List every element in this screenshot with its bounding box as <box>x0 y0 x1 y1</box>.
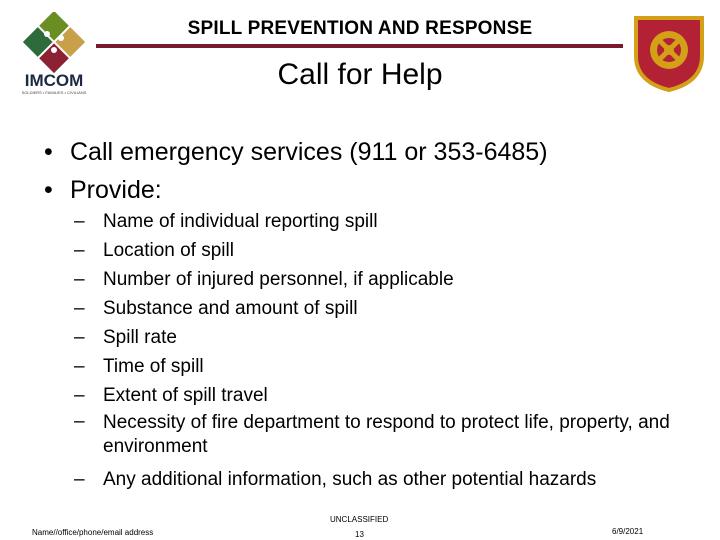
bullet-text: Call emergency services (911 or 353-6485) <box>70 138 548 166</box>
dash-icon: – <box>74 327 85 348</box>
bullet-item <box>44 171 704 209</box>
dash-icon: – <box>74 269 85 290</box>
bullet-list <box>44 133 704 209</box>
sub-bullet-text: Name of individual reporting spill <box>103 211 378 232</box>
dash-icon: – <box>74 211 85 232</box>
sub-bullet-item <box>45 465 694 494</box>
sub-bullet-item <box>74 294 694 323</box>
dash-icon: – <box>74 411 85 432</box>
footer-page-number: 13 <box>355 530 364 539</box>
bullet-dot-icon: • <box>44 138 53 166</box>
sub-bullet-item <box>74 381 694 410</box>
sub-bullet-text: Any additional information, such as other potential hazards <box>103 469 597 490</box>
bullet-item <box>44 133 704 171</box>
slide-title: Call for Help <box>277 58 443 91</box>
sub-bullet-list <box>74 207 694 494</box>
bullet-text: Provide: <box>70 176 162 204</box>
dash-icon: – <box>74 298 85 319</box>
footer-contact: Name//office/phone/email address <box>32 528 154 537</box>
sub-bullet-item <box>74 207 694 236</box>
bullet-dot-icon: • <box>44 176 53 204</box>
sub-bullet-text: Spill rate <box>103 327 177 348</box>
svg-text:IMCOM: IMCOM <box>24 71 84 90</box>
sub-bullet-item <box>74 410 694 463</box>
footer-date: 6/9/2021 <box>612 527 644 536</box>
footer-classification: UNCLASSIFIED <box>330 515 389 524</box>
sub-bullet-text: Necessity of fire department to respond to protect life, property, and environment <box>103 412 670 457</box>
sub-bullet-text: Location of spill <box>103 240 234 261</box>
dash-icon: – <box>74 385 85 406</box>
svg-text:SOLDIERS • FAMILIES • CIVILIAN: SOLDIERS • FAMILIES • CIVILIANS <box>21 90 87 95</box>
dash-icon: – <box>74 240 85 261</box>
sub-bullet-item <box>74 323 694 352</box>
sub-bullet-text: Substance and amount of spill <box>103 298 358 319</box>
sub-bullet-item <box>74 352 694 381</box>
dash-icon: – <box>74 356 85 377</box>
sub-bullet-text: Extent of spill travel <box>103 385 268 406</box>
dash-icon: – <box>74 469 85 490</box>
sub-bullet-item <box>74 236 694 265</box>
header-title: SPILL PREVENTION AND RESPONSE <box>187 18 533 39</box>
sub-bullet-item <box>74 265 694 294</box>
sub-bullet-text: Number of injured personnel, if applicable <box>103 269 454 290</box>
header-rule <box>96 44 623 48</box>
sub-bullet-text: Time of spill <box>103 356 204 377</box>
